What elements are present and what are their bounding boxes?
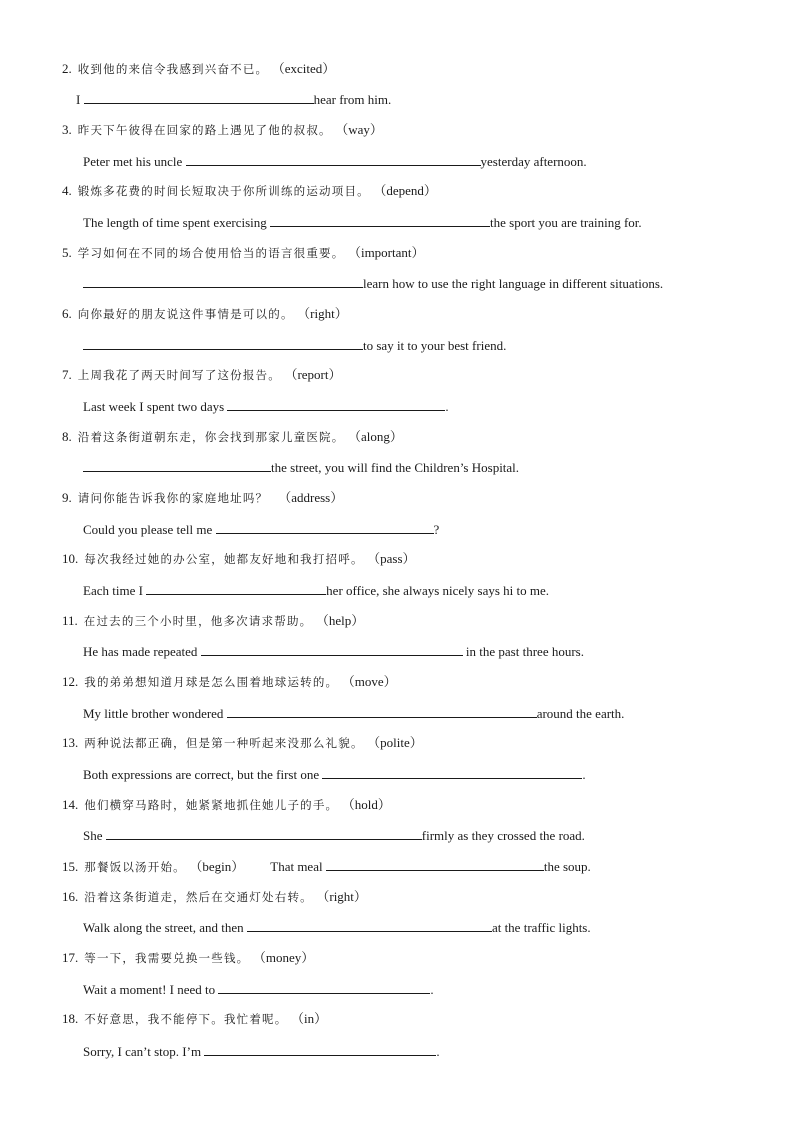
keyword-hint: （right） <box>303 306 348 321</box>
answer-blank[interactable] <box>83 275 363 288</box>
answer-line <box>83 827 585 844</box>
question-prompt <box>62 1011 327 1027</box>
question-prompt <box>62 950 314 966</box>
keyword-hint: （depend） <box>379 183 437 198</box>
question-prompt <box>62 551 416 567</box>
sentence-end: learn how to use the right language in different situations. <box>363 276 664 291</box>
answer-blank[interactable] <box>270 214 490 227</box>
sentence-end: yesterday afternoon. <box>480 154 587 169</box>
question-number: 10. <box>62 551 79 566</box>
answer-blank[interactable] <box>322 766 582 779</box>
chinese-sentence: 昨天下午彼得在回家的路上遇见了他的叔叔。 <box>77 123 332 137</box>
sentence-end: the soup. <box>543 859 591 874</box>
question-number: 3. <box>62 122 72 137</box>
answer-line <box>83 1043 440 1060</box>
sentence-start: Wait a moment! I need to <box>83 982 219 997</box>
answer-line <box>83 582 549 599</box>
keyword-hint: （important） <box>354 245 425 260</box>
answer-blank[interactable] <box>216 521 434 534</box>
chinese-sentence: 他们横穿马路时，她紧紧地抓住她儿子的手。 <box>84 798 339 812</box>
question-number: 14. <box>62 797 79 812</box>
keyword-hint: （address） <box>278 490 344 505</box>
question-prompt <box>62 797 391 813</box>
sentence-end: to say it to your best friend. <box>363 338 507 353</box>
sentence-end: . <box>436 1044 440 1059</box>
question-number: 2. <box>62 61 72 76</box>
chinese-sentence: 向你最好的朋友说这件事情是可以的。 <box>77 307 294 321</box>
question-prompt <box>62 613 364 629</box>
question-prompt <box>62 429 403 445</box>
keyword-hint: （along） <box>354 429 403 444</box>
sentence-start: I <box>76 92 84 107</box>
question-number: 18. <box>62 1011 79 1026</box>
question-number: 6. <box>62 306 72 321</box>
sentence-start: He has made repeated <box>83 644 201 659</box>
keyword-hint: （report） <box>290 367 342 382</box>
chinese-sentence: 沿着这条街道朝东走，你会找到那家儿童医院。 <box>77 430 345 444</box>
answer-blank[interactable] <box>326 858 544 871</box>
answer-line <box>83 705 624 722</box>
question-prompt <box>62 735 423 751</box>
question-number: 12. <box>62 674 79 689</box>
sentence-start: Last week I spent two days <box>83 399 228 414</box>
answer-line <box>83 275 663 292</box>
question-prompt <box>62 183 437 199</box>
chinese-sentence: 等一下，我需要兑换一些钱。 <box>84 951 250 965</box>
question-prompt <box>62 674 397 690</box>
sentence-end: in the past three hours. <box>462 644 584 659</box>
sentence-start: My little brother wondered <box>83 706 227 721</box>
question-number: 13. <box>62 735 79 750</box>
chinese-sentence: 学习如何在不同的场合使用恰当的语言很重要。 <box>77 246 345 260</box>
answer-blank[interactable] <box>186 153 481 166</box>
sentence-end: firmly as they crossed the road. <box>421 828 585 843</box>
chinese-sentence: 请问你能告诉我你的家庭地址吗？ <box>77 491 269 505</box>
answer-line <box>83 981 434 998</box>
question-prompt <box>62 490 343 506</box>
answer-blank[interactable] <box>201 643 463 656</box>
question-prompt <box>62 122 383 138</box>
chinese-sentence: 每次我经过她的办公室，她都友好地和我打招呼。 <box>84 552 364 566</box>
answer-blank[interactable] <box>204 1043 436 1056</box>
question-prompt <box>62 858 591 875</box>
chinese-sentence: 在过去的三个小时里，他多次请求帮助。 <box>83 614 313 628</box>
sentence-end: hear from him. <box>313 92 392 107</box>
sentence-start: Peter met his uncle <box>83 154 186 169</box>
keyword-hint: （in） <box>297 1011 328 1026</box>
answer-line <box>83 337 506 354</box>
sentence-end: the sport you are training for. <box>490 215 642 230</box>
sentence-end: ? <box>433 522 440 537</box>
keyword-hint: （excited） <box>278 61 336 76</box>
chinese-sentence: 那餐饭以汤开始。 <box>84 860 186 874</box>
chinese-sentence: 锻炼多花费的时间长短取决于你所训练的运动项目。 <box>77 184 370 198</box>
question-number: 5. <box>62 245 72 260</box>
answer-line <box>76 91 391 108</box>
sentence-start: Each time I <box>83 583 147 598</box>
sentence-start: Walk along the street, and then <box>83 920 247 935</box>
keyword-hint: （hold） <box>348 797 391 812</box>
answer-line <box>83 919 591 936</box>
question-number: 11. <box>62 613 78 628</box>
answer-line <box>83 643 584 660</box>
answer-blank[interactable] <box>106 827 422 840</box>
chinese-sentence: 我的弟弟想知道月球是怎么围着地球运转的。 <box>84 675 339 689</box>
keyword-hint: （help） <box>322 613 365 628</box>
keyword-hint: （begin） <box>195 859 245 874</box>
keyword-hint: （pass） <box>373 551 416 566</box>
question-prompt <box>62 245 425 261</box>
answer-blank[interactable] <box>84 91 314 104</box>
sentence-start: Both expressions are correct, but the first one <box>83 767 323 782</box>
question-number: 4. <box>62 183 72 198</box>
sentence-start: Sorry, I can’t stop. I’m <box>83 1044 205 1059</box>
sentence-start: The length of time spent exercising <box>83 215 271 230</box>
keyword-hint: （move） <box>348 674 397 689</box>
question-number: 16. <box>62 889 79 904</box>
answer-blank[interactable] <box>146 582 326 595</box>
answer-line <box>83 766 586 783</box>
sentence-end: around the earth. <box>536 706 625 721</box>
keyword-hint: （right） <box>322 889 367 904</box>
answer-blank[interactable] <box>247 919 492 932</box>
sentence-end: at the traffic lights. <box>491 920 591 935</box>
answer-blank[interactable] <box>227 398 445 411</box>
answer-line <box>83 459 519 476</box>
sentence-end: . <box>582 767 586 782</box>
sentence-end: . <box>445 399 449 414</box>
answer-line <box>83 398 449 415</box>
question-number: 9. <box>62 490 72 505</box>
question-number: 15. <box>62 859 79 874</box>
keyword-hint: （polite） <box>373 735 423 750</box>
question-prompt <box>62 61 335 77</box>
chinese-sentence: 上周我花了两天时间写了这份报告。 <box>77 368 281 382</box>
answer-line <box>270 859 591 874</box>
keyword-hint: （way） <box>341 122 383 137</box>
answer-blank[interactable] <box>227 705 537 718</box>
chinese-sentence: 沿着这条街道走，然后在交通灯处右转。 <box>84 890 313 904</box>
question-prompt <box>62 306 348 322</box>
question-number: 8. <box>62 429 72 444</box>
sentence-start: That meal <box>270 859 326 874</box>
answer-line <box>83 214 642 231</box>
chinese-sentence: 不好意思，我不能停下。我忙着呢。 <box>84 1012 288 1026</box>
answer-blank[interactable] <box>83 459 271 472</box>
question-prompt <box>62 367 342 383</box>
keyword-hint: （money） <box>259 950 315 965</box>
chinese-sentence: 两种说法都正确，但是第一种听起来没那么礼貌。 <box>84 736 364 750</box>
answer-blank[interactable] <box>218 981 430 994</box>
chinese-sentence: 收到他的来信令我感到兴奋不已。 <box>77 62 269 76</box>
sentence-start: Could you please tell me <box>83 522 216 537</box>
answer-line <box>83 521 439 538</box>
sentence-end: the street, you will find the Children’s Hospital. <box>271 460 520 475</box>
sentence-start: She <box>83 828 106 843</box>
sentence-end: her office, she always nicely says hi to me. <box>326 583 550 598</box>
answer-blank[interactable] <box>83 337 363 350</box>
answer-line <box>83 153 587 170</box>
question-number: 7. <box>62 367 72 382</box>
question-number: 17. <box>62 950 79 965</box>
question-prompt <box>62 889 367 905</box>
sentence-end: . <box>430 982 434 997</box>
